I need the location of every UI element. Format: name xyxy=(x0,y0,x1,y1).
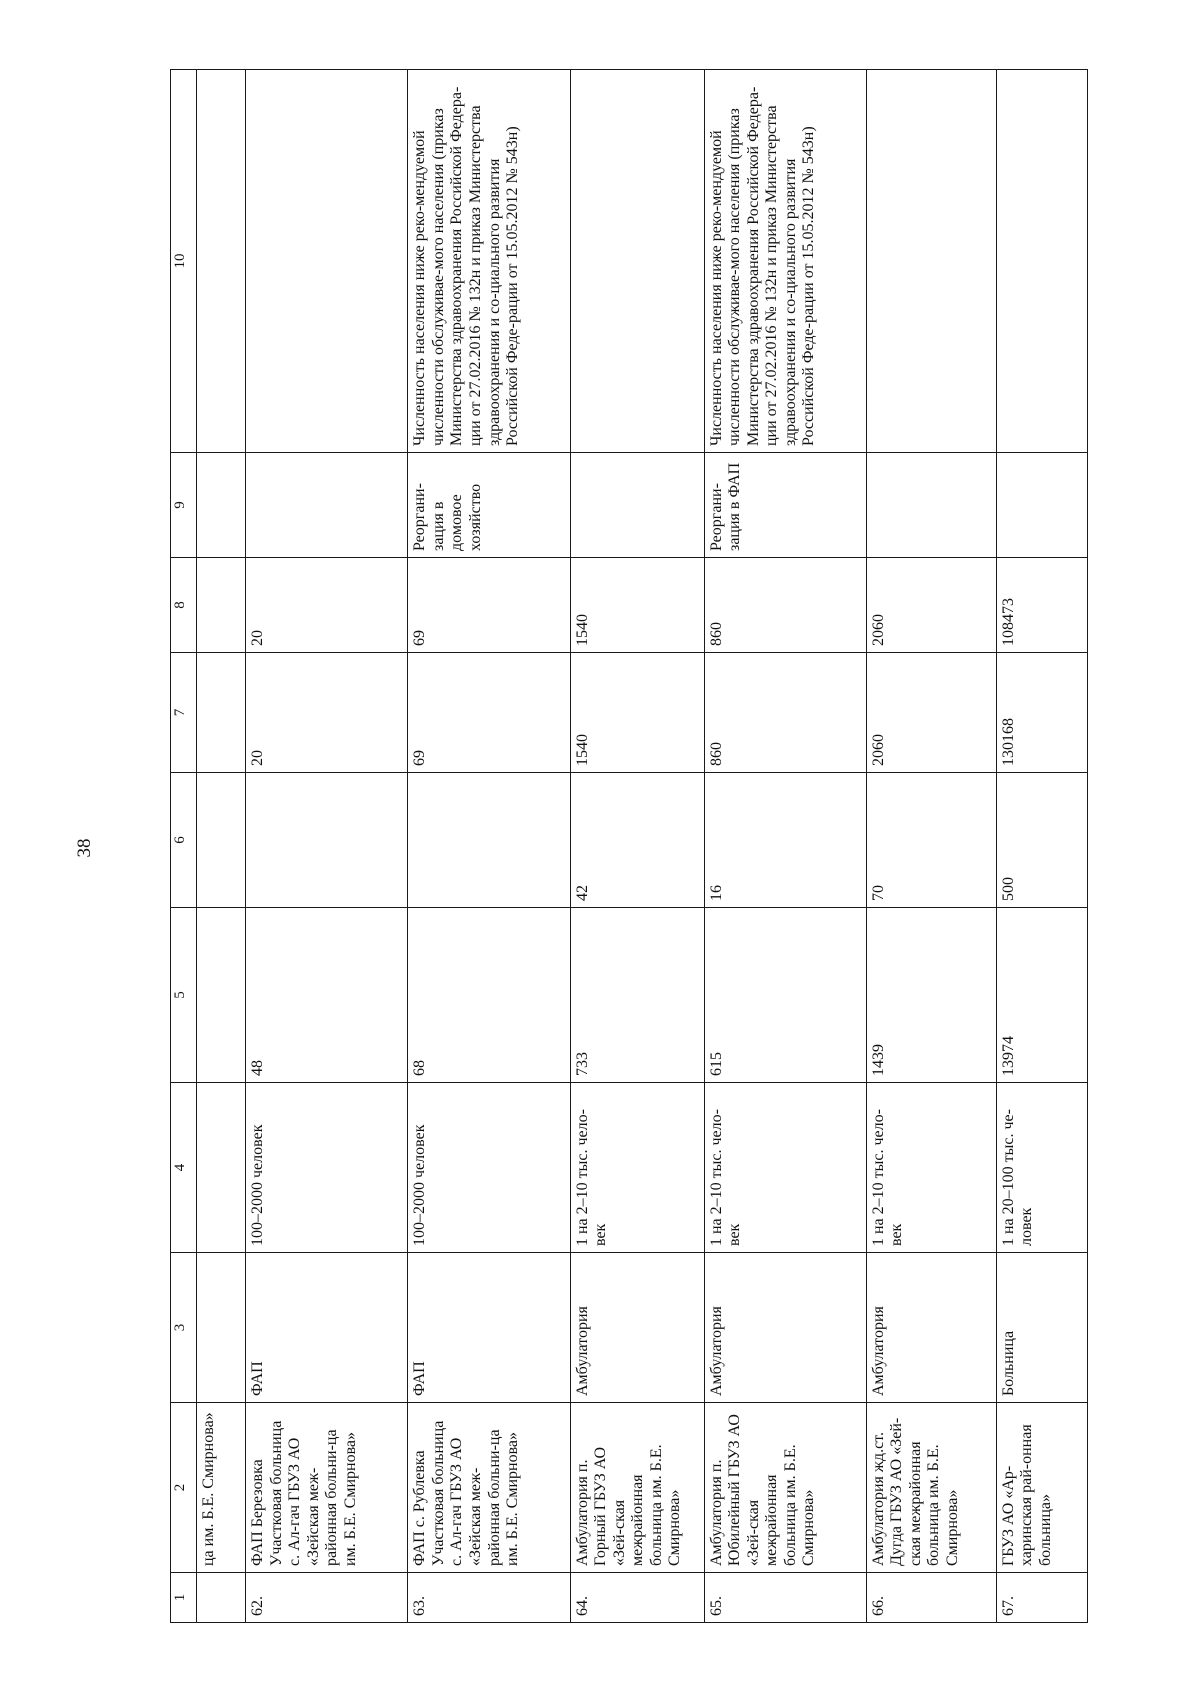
facility-name-cell: Амбулатория п. Юбилейный ГБУЗ АО «Зей-ская межрайонная больница им. Б.Е. Смирнова» xyxy=(704,1403,866,1573)
table-cell: 48 xyxy=(246,908,408,1083)
row-number-cell: 63. xyxy=(408,1573,570,1623)
page-number: 38 xyxy=(74,838,95,858)
action-cell xyxy=(866,453,996,558)
norm-cell: 100–2000 человек xyxy=(408,1083,570,1253)
header-row xyxy=(171,70,197,1623)
table-cell: 69 xyxy=(408,558,570,653)
table-cell: 2060 xyxy=(866,558,996,653)
table-cell xyxy=(197,1083,246,1253)
justification-cell xyxy=(996,70,1087,453)
facility-name-cell: ФАП Березовка Участковая больница с. Ал-гач ГБУЗ АО «Зейская меж-районная больни-ца им. Б.Е. Смирнова» xyxy=(246,1403,408,1573)
header-cell: 8 xyxy=(171,558,197,653)
table-row xyxy=(408,70,570,1623)
table-cell: 130168 xyxy=(996,653,1087,773)
action-cell xyxy=(246,453,408,558)
table-cell: 13974 xyxy=(996,908,1087,1083)
table-cell: 1540 xyxy=(570,558,704,653)
rotated-table-container xyxy=(170,70,1088,1623)
table-row xyxy=(570,70,704,1623)
row-number-cell: 67. xyxy=(996,1573,1087,1623)
table-cell xyxy=(197,558,246,653)
continuation-row xyxy=(197,70,246,1623)
table-row xyxy=(246,70,408,1623)
table-cell: 42 xyxy=(570,773,704,908)
header-cell: 5 xyxy=(171,908,197,1083)
row-number-cell: 64. xyxy=(570,1573,704,1623)
header-cell: 6 xyxy=(171,773,197,908)
norm-cell: 1 на 2–10 тыс. чело-век xyxy=(570,1083,704,1253)
table-cell: 500 xyxy=(996,773,1087,908)
justification-cell xyxy=(866,70,996,453)
row-number-cell: 62. xyxy=(246,1573,408,1623)
header-cell: 1 xyxy=(171,1573,197,1623)
table-row xyxy=(704,70,866,1623)
table-cell: 860 xyxy=(704,653,866,773)
header-cell: 9 xyxy=(171,453,197,558)
norm-cell: 1 на 20–100 тыс. че-ловек xyxy=(996,1083,1087,1253)
header-cell: 10 xyxy=(171,70,197,453)
facility-type-cell: Амбулатория xyxy=(704,1253,866,1403)
table-cell: 70 xyxy=(866,773,996,908)
justification-cell: Численность населения ниже реко-мендуемой численности обслуживае-мого населения (приказ Министерства здравоохранения Российской Федера-ции от 27.02.2016 № 132н и приказ Министерства здравоохранения и со-циального развития Российской Феде-рации от 15.05.2012 № 543н) xyxy=(704,70,866,453)
facility-name-cell: ГБУЗ АО «Ар-харинская рай-онная больница» xyxy=(996,1403,1087,1573)
row-number-cell: 65. xyxy=(704,1573,866,1623)
table-cell: 69 xyxy=(408,653,570,773)
norm-cell: 1 на 2–10 тыс. чело-век xyxy=(866,1083,996,1253)
table-cell xyxy=(197,1253,246,1403)
table-cell xyxy=(197,1573,246,1623)
action-cell: Реоргани-зация в домовое хозяйство xyxy=(408,453,570,558)
header-cell: 2 xyxy=(171,1403,197,1573)
table-row xyxy=(996,70,1087,1623)
row-number-cell: 66. xyxy=(866,1573,996,1623)
facility-type-cell: Амбулатория xyxy=(570,1253,704,1403)
facility-type-cell: ФАП xyxy=(408,1253,570,1403)
table-cell: 2060 xyxy=(866,653,996,773)
table-cell: 108473 xyxy=(996,558,1087,653)
table-cell xyxy=(197,453,246,558)
table-cell: 1540 xyxy=(570,653,704,773)
header-cell: 7 xyxy=(171,653,197,773)
facility-type-cell: ФАП xyxy=(246,1253,408,1403)
header-cell: 4 xyxy=(171,1083,197,1253)
table-cell: 1439 xyxy=(866,908,996,1083)
norm-cell: 1 на 2–10 тыс. чело-век xyxy=(704,1083,866,1253)
table-cell xyxy=(408,773,570,908)
table-cell: 68 xyxy=(408,908,570,1083)
action-cell: Реоргани-зация в ФАП xyxy=(704,453,866,558)
table-cell xyxy=(197,908,246,1083)
action-cell xyxy=(996,453,1087,558)
facility-name-cell: ФАП с. Рублевка Участковая больница с. Ал-гач ГБУЗ АО «Зейская меж-районная больни-ца им. Б.Е. Смирнова» xyxy=(408,1403,570,1573)
facilities-table xyxy=(170,69,1088,1623)
table-cell: 615 xyxy=(704,908,866,1083)
norm-cell: 100–2000 человек xyxy=(246,1083,408,1253)
header-cell: 3 xyxy=(171,1253,197,1403)
facility-name-cell: Амбулатория жд.ст. Дугда ГБУЗ АО «Зей-ская межрайонная больница им. Б.Е. Смирнова» xyxy=(866,1403,996,1573)
facility-name-cell: Амбулатория п. Горный ГБУЗ АО «Зей-ская межрайонная больница им. Б.Е. Смирнова» xyxy=(570,1403,704,1573)
table-cell xyxy=(197,653,246,773)
facility-type-cell: Амбулатория xyxy=(866,1253,996,1403)
table-cell: 20 xyxy=(246,653,408,773)
justification-cell xyxy=(246,70,408,453)
table-cell: 20 xyxy=(246,558,408,653)
table-row xyxy=(866,70,996,1623)
justification-cell xyxy=(570,70,704,453)
justification-cell: Численность населения ниже реко-мендуемой численности обслуживае-мого населения (приказ Министерства здравоохранения Российской Федера-ции от 27.02.2016 № 132н и приказ Министерства здравоохранения и со-циального развития Российской Феде-рации от 15.05.2012 № 543н) xyxy=(408,70,570,453)
facility-type-cell: Больница xyxy=(996,1253,1087,1403)
table-cell: 860 xyxy=(704,558,866,653)
action-cell xyxy=(570,453,704,558)
table-cell xyxy=(197,70,246,453)
table-cell: ца им. Б.Е. Смирнова» xyxy=(197,1403,246,1573)
table-cell xyxy=(246,773,408,908)
table-cell: 733 xyxy=(570,908,704,1083)
table-cell: 16 xyxy=(704,773,866,908)
table-cell xyxy=(197,773,246,908)
